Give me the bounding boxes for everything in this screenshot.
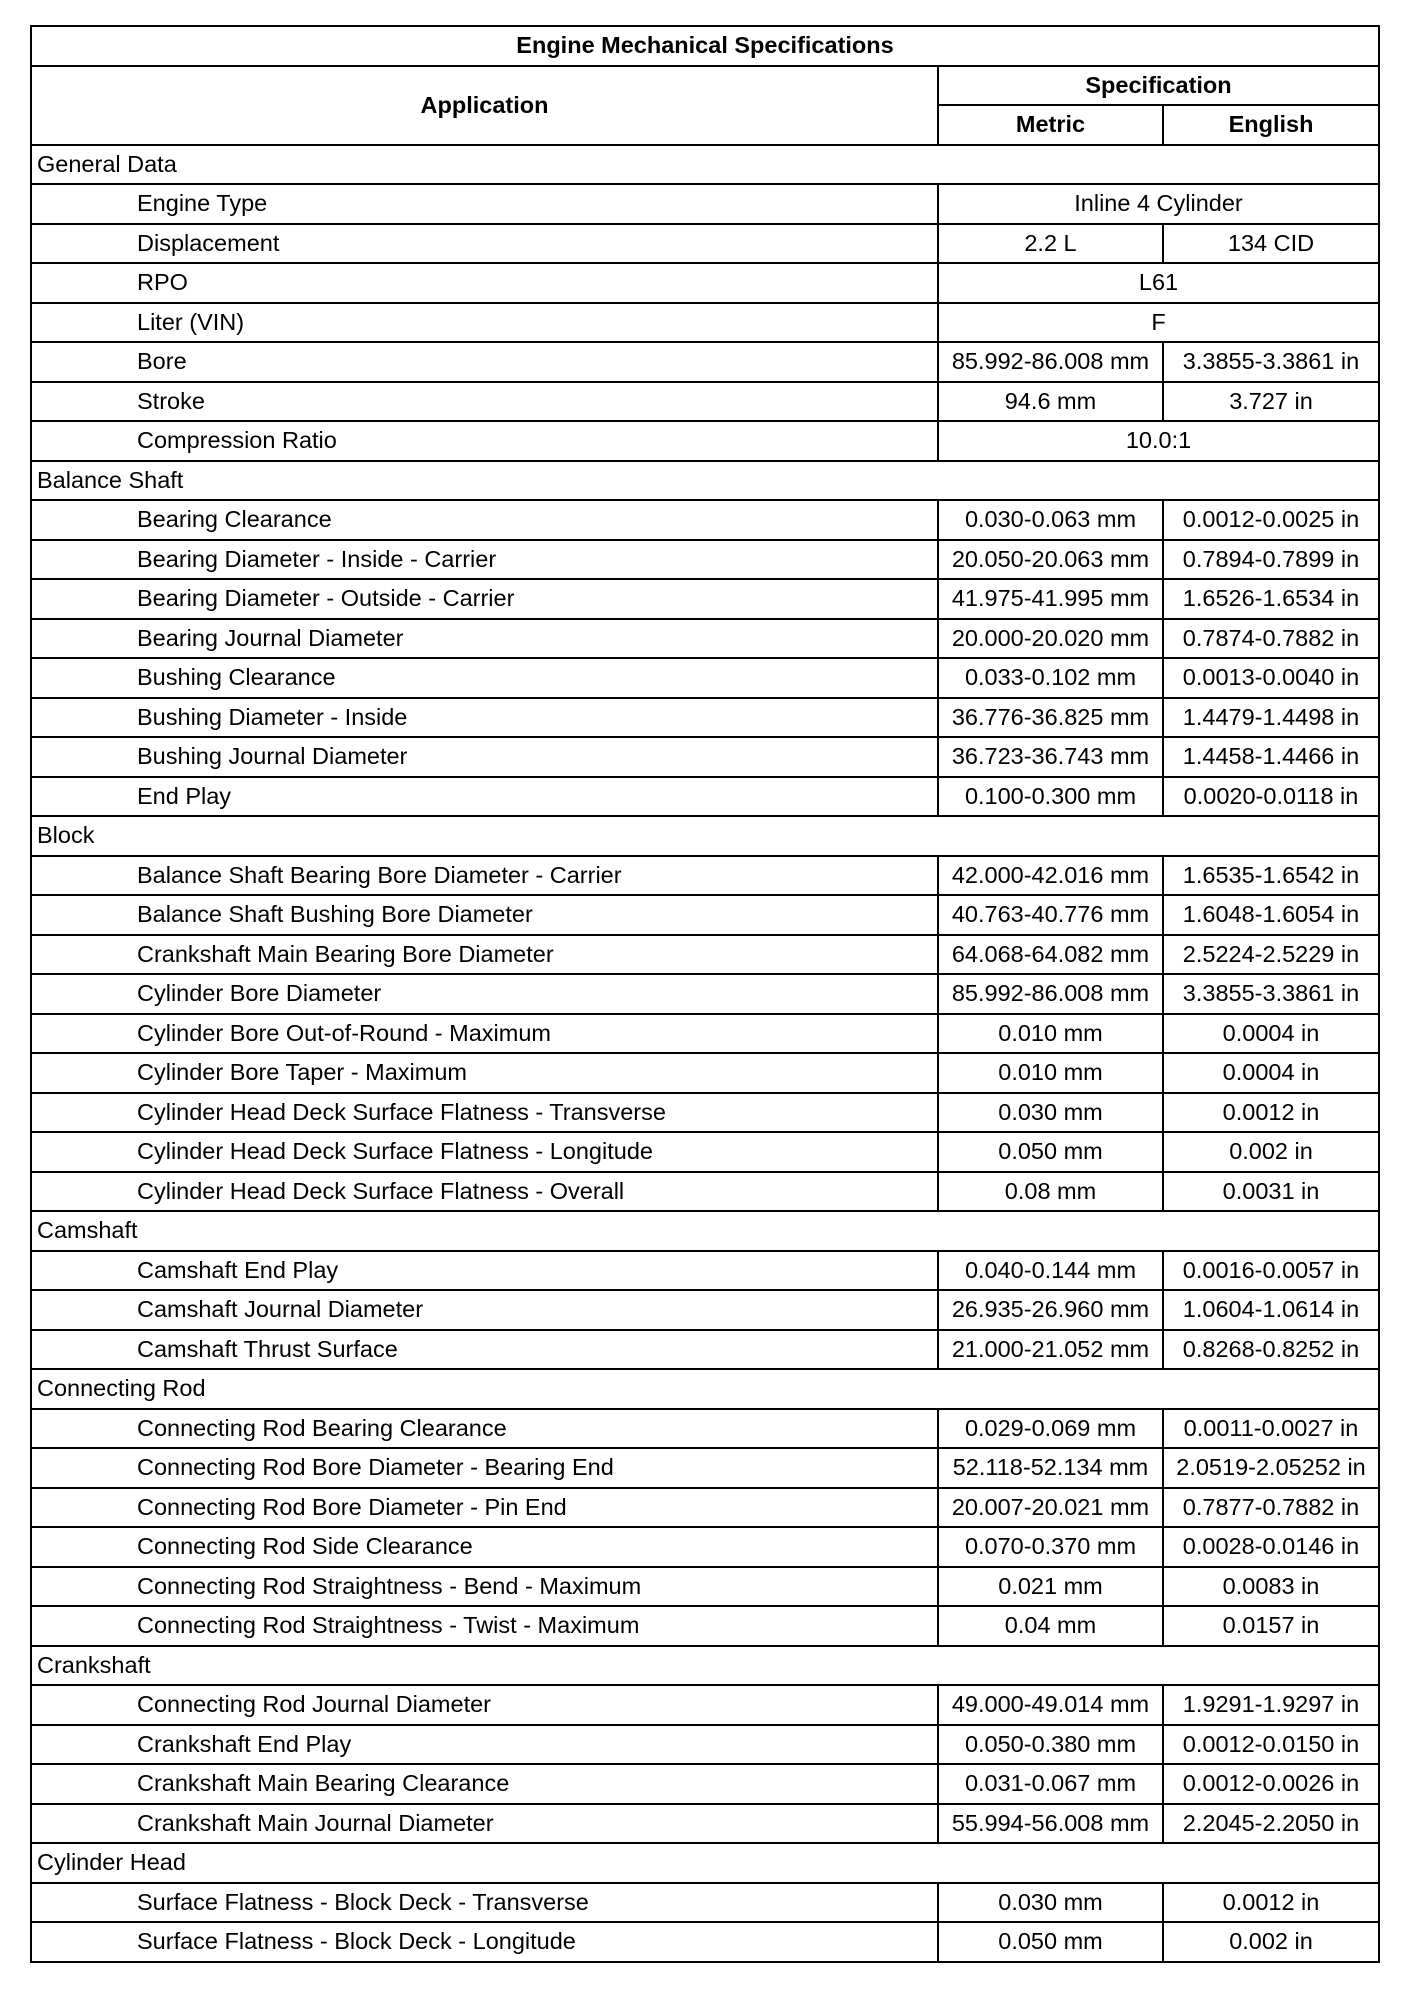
spec-table [30, 25, 1380, 1963]
table-row [31, 1883, 1379, 1923]
table-row [31, 1172, 1379, 1212]
english-value: 0.7874-0.7882 in [1163, 619, 1379, 659]
english-value: 0.8268-0.8252 in [1163, 1330, 1379, 1370]
section-row [31, 145, 1379, 185]
spec-label: Bearing Clearance [31, 500, 938, 540]
spec-label: Liter (VIN) [31, 303, 938, 343]
spec-label: Connecting Rod Straightness - Bend - Maximum [31, 1567, 938, 1607]
spec-value: F [938, 303, 1379, 343]
spec-label: Bore [31, 342, 938, 382]
table-row [31, 540, 1379, 580]
english-value: 2.5224-2.5229 in [1163, 935, 1379, 975]
metric-value: 85.992-86.008 mm [938, 974, 1163, 1014]
english-value: 0.0031 in [1163, 1172, 1379, 1212]
metric-value: 20.050-20.063 mm [938, 540, 1163, 580]
spec-label: Connecting Rod Bore Diameter - Pin End [31, 1488, 938, 1528]
spec-label: Cylinder Head Deck Surface Flatness - Longitude [31, 1132, 938, 1172]
spec-label: Compression Ratio [31, 421, 938, 461]
spec-label: Stroke [31, 382, 938, 422]
application-header: Application [31, 66, 938, 145]
spec-label: Cylinder Head Deck Surface Flatness - Transverse [31, 1093, 938, 1133]
spec-label: Camshaft Thrust Surface [31, 1330, 938, 1370]
table-row [31, 1093, 1379, 1133]
table-row [31, 1488, 1379, 1528]
metric-value: 40.763-40.776 mm [938, 895, 1163, 935]
english-value: 0.7877-0.7882 in [1163, 1488, 1379, 1528]
spec-label: Camshaft End Play [31, 1251, 938, 1291]
table-row [31, 382, 1379, 422]
table-row [31, 1251, 1379, 1291]
spec-label: Crankshaft Main Bearing Bore Diameter [31, 935, 938, 975]
table-row [31, 737, 1379, 777]
table-row [31, 619, 1379, 659]
section-row [31, 1843, 1379, 1883]
section-title: Cylinder Head [31, 1843, 1379, 1883]
table-header [31, 26, 1379, 145]
table-row [31, 342, 1379, 382]
table-row [31, 1330, 1379, 1370]
english-value: 0.0012-0.0026 in [1163, 1764, 1379, 1804]
table-row [31, 1922, 1379, 1962]
section-row [31, 1646, 1379, 1686]
metric-value: 41.975-41.995 mm [938, 579, 1163, 619]
english-value: 1.0604-1.0614 in [1163, 1290, 1379, 1330]
english-value: 0.0028-0.0146 in [1163, 1527, 1379, 1567]
metric-value: 0.050-0.380 mm [938, 1725, 1163, 1765]
spec-label: Surface Flatness - Block Deck - Longitude [31, 1922, 938, 1962]
section-title: Connecting Rod [31, 1369, 1379, 1409]
metric-value: 55.994-56.008 mm [938, 1804, 1163, 1844]
spec-label: Cylinder Bore Taper - Maximum [31, 1053, 938, 1093]
metric-value: 0.100-0.300 mm [938, 777, 1163, 817]
table-row [31, 1606, 1379, 1646]
spec-value: L61 [938, 263, 1379, 303]
metric-value: 20.007-20.021 mm [938, 1488, 1163, 1528]
spec-label: Balance Shaft Bearing Bore Diameter - Carrier [31, 856, 938, 896]
table-row [31, 1290, 1379, 1330]
english-value: 0.002 in [1163, 1922, 1379, 1962]
spec-label: Connecting Rod Side Clearance [31, 1527, 938, 1567]
metric-value: 26.935-26.960 mm [938, 1290, 1163, 1330]
spec-label: End Play [31, 777, 938, 817]
metric-value: 0.030-0.063 mm [938, 500, 1163, 540]
english-value: 0.7894-0.7899 in [1163, 540, 1379, 580]
english-value: 0.0020-0.0118 in [1163, 777, 1379, 817]
section-row [31, 1369, 1379, 1409]
table-row [31, 856, 1379, 896]
english-value: 3.3855-3.3861 in [1163, 974, 1379, 1014]
table-row [31, 1804, 1379, 1844]
spec-label: Crankshaft Main Bearing Clearance [31, 1764, 938, 1804]
section-title: Balance Shaft [31, 461, 1379, 501]
table-row [31, 1132, 1379, 1172]
english-value: 0.0016-0.0057 in [1163, 1251, 1379, 1291]
spec-label: Connecting Rod Bearing Clearance [31, 1409, 938, 1449]
table-title: Engine Mechanical Specifications [31, 26, 1379, 66]
spec-label: Connecting Rod Bore Diameter - Bearing End [31, 1448, 938, 1488]
metric-value: 0.030 mm [938, 1883, 1163, 1923]
spec-label: Cylinder Bore Out-of-Round - Maximum [31, 1014, 938, 1054]
table-row [31, 1014, 1379, 1054]
metric-value: 0.030 mm [938, 1093, 1163, 1133]
spec-label: Engine Type [31, 184, 938, 224]
metric-value: 64.068-64.082 mm [938, 935, 1163, 975]
metric-value: 0.04 mm [938, 1606, 1163, 1646]
english-value: 0.0011-0.0027 in [1163, 1409, 1379, 1449]
english-value: 0.002 in [1163, 1132, 1379, 1172]
english-value: 1.6535-1.6542 in [1163, 856, 1379, 896]
table-row [31, 698, 1379, 738]
table-row [31, 421, 1379, 461]
metric-value: 0.08 mm [938, 1172, 1163, 1212]
metric-value: 0.010 mm [938, 1014, 1163, 1054]
english-value: 1.9291-1.9297 in [1163, 1685, 1379, 1725]
table-row [31, 579, 1379, 619]
table-row [31, 974, 1379, 1014]
metric-value: 21.000-21.052 mm [938, 1330, 1163, 1370]
table-row [31, 1409, 1379, 1449]
english-value: 1.6048-1.6054 in [1163, 895, 1379, 935]
spec-label: Displacement [31, 224, 938, 264]
spec-label: Camshaft Journal Diameter [31, 1290, 938, 1330]
table-row [31, 1725, 1379, 1765]
spec-label: Bushing Journal Diameter [31, 737, 938, 777]
table-row [31, 224, 1379, 264]
english-value: 1.4458-1.4466 in [1163, 737, 1379, 777]
metric-value: 42.000-42.016 mm [938, 856, 1163, 896]
table-row [31, 935, 1379, 975]
metric-value: 0.070-0.370 mm [938, 1527, 1163, 1567]
english-value: 0.0012-0.0150 in [1163, 1725, 1379, 1765]
english-value: 0.0012 in [1163, 1883, 1379, 1923]
table-row [31, 1053, 1379, 1093]
table-row [31, 184, 1379, 224]
table-row [31, 1567, 1379, 1607]
english-value: 0.0004 in [1163, 1014, 1379, 1054]
spec-label: Bushing Diameter - Inside [31, 698, 938, 738]
section-title: Camshaft [31, 1211, 1379, 1251]
spec-label: Cylinder Bore Diameter [31, 974, 938, 1014]
spec-label: Bearing Journal Diameter [31, 619, 938, 659]
metric-header: Metric [938, 105, 1163, 145]
table-row [31, 895, 1379, 935]
english-value: 0.0004 in [1163, 1053, 1379, 1093]
metric-value: 0.029-0.069 mm [938, 1409, 1163, 1449]
english-value: 2.0519-2.05252 in [1163, 1448, 1379, 1488]
english-value: 1.6526-1.6534 in [1163, 579, 1379, 619]
english-value: 3.727 in [1163, 382, 1379, 422]
table-row [31, 303, 1379, 343]
metric-value: 0.050 mm [938, 1132, 1163, 1172]
spec-label: Surface Flatness - Block Deck - Transverse [31, 1883, 938, 1923]
table-row [31, 777, 1379, 817]
spec-label: Crankshaft End Play [31, 1725, 938, 1765]
table-row [31, 263, 1379, 303]
spec-label: Connecting Rod Journal Diameter [31, 1685, 938, 1725]
metric-value: 2.2 L [938, 224, 1163, 264]
english-value: 0.0012 in [1163, 1093, 1379, 1133]
spec-label: Balance Shaft Bushing Bore Diameter [31, 895, 938, 935]
spec-label: RPO [31, 263, 938, 303]
metric-value: 36.776-36.825 mm [938, 698, 1163, 738]
metric-value: 0.021 mm [938, 1567, 1163, 1607]
spec-label: Connecting Rod Straightness - Twist - Maximum [31, 1606, 938, 1646]
metric-value: 52.118-52.134 mm [938, 1448, 1163, 1488]
spec-label: Bushing Clearance [31, 658, 938, 698]
table-row [31, 1685, 1379, 1725]
metric-value: 20.000-20.020 mm [938, 619, 1163, 659]
section-row [31, 816, 1379, 856]
section-title: Crankshaft [31, 1646, 1379, 1686]
english-value: 1.4479-1.4498 in [1163, 698, 1379, 738]
spec-value: Inline 4 Cylinder [938, 184, 1379, 224]
metric-value: 0.040-0.144 mm [938, 1251, 1163, 1291]
metric-value: 0.033-0.102 mm [938, 658, 1163, 698]
spec-label: Crankshaft Main Journal Diameter [31, 1804, 938, 1844]
spec-label: Bearing Diameter - Outside - Carrier [31, 579, 938, 619]
table-body [31, 145, 1379, 1962]
section-title: Block [31, 816, 1379, 856]
section-row [31, 1211, 1379, 1251]
table-row [31, 658, 1379, 698]
section-title: General Data [31, 145, 1379, 185]
english-value: 0.0013-0.0040 in [1163, 658, 1379, 698]
english-value: 0.0012-0.0025 in [1163, 500, 1379, 540]
metric-value: 94.6 mm [938, 382, 1163, 422]
english-value: 0.0083 in [1163, 1567, 1379, 1607]
table-row [31, 1448, 1379, 1488]
english-header: English [1163, 105, 1379, 145]
english-value: 2.2045-2.2050 in [1163, 1804, 1379, 1844]
table-row [31, 1527, 1379, 1567]
metric-value: 0.010 mm [938, 1053, 1163, 1093]
english-value: 3.3855-3.3861 in [1163, 342, 1379, 382]
spec-label: Cylinder Head Deck Surface Flatness - Overall [31, 1172, 938, 1212]
metric-value: 85.992-86.008 mm [938, 342, 1163, 382]
spec-label: Bearing Diameter - Inside - Carrier [31, 540, 938, 580]
english-value: 134 CID [1163, 224, 1379, 264]
table-row [31, 500, 1379, 540]
english-value: 0.0157 in [1163, 1606, 1379, 1646]
specification-header: Specification [938, 66, 1379, 106]
metric-value: 36.723-36.743 mm [938, 737, 1163, 777]
spec-value: 10.0:1 [938, 421, 1379, 461]
metric-value: 0.031-0.067 mm [938, 1764, 1163, 1804]
section-row [31, 461, 1379, 501]
table-row [31, 1764, 1379, 1804]
metric-value: 49.000-49.014 mm [938, 1685, 1163, 1725]
metric-value: 0.050 mm [938, 1922, 1163, 1962]
